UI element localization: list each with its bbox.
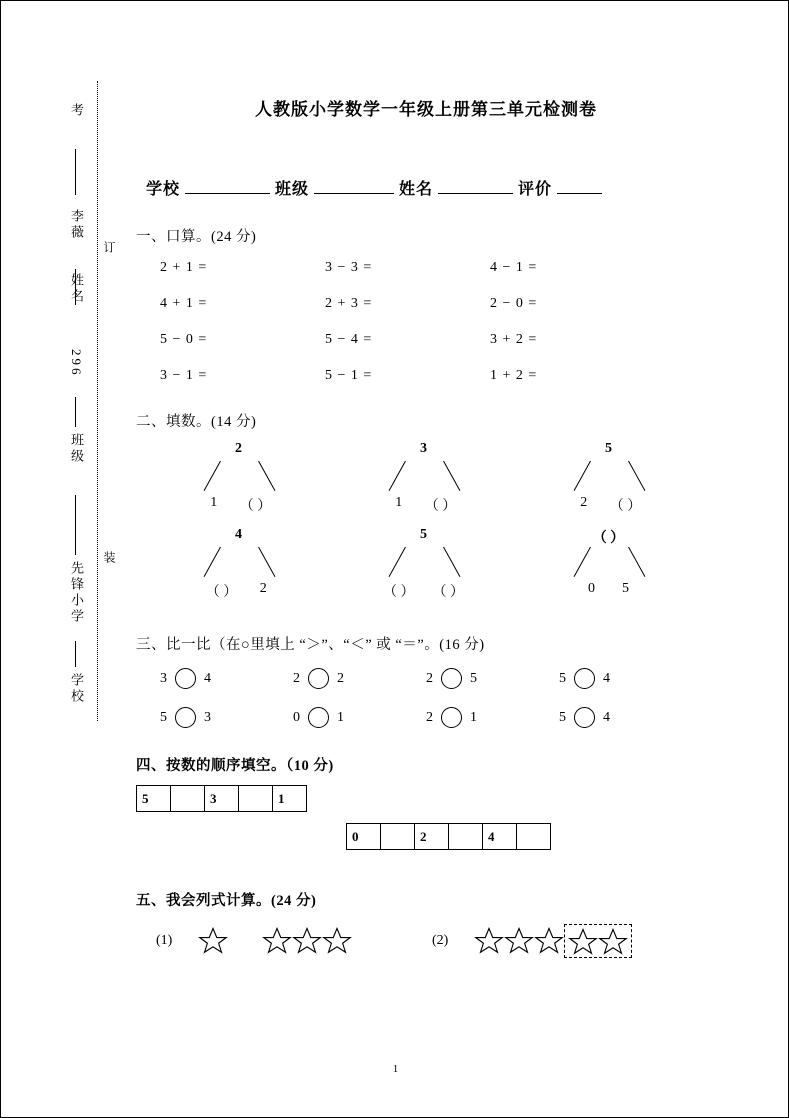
bond-top: 5 [605,441,612,456]
bond-bottom [516,581,701,597]
bond-bottom [146,495,331,515]
order-cell[interactable]: 0 [346,823,381,850]
seal-label-banji: 班级 [69,433,84,465]
compare-left: 2 [293,670,300,686]
bond-top: 5 [420,527,427,542]
number-bond [146,527,331,607]
seal-rule-4 [75,495,76,555]
compare-circle[interactable] [574,668,595,689]
compare-right: 4 [603,670,610,686]
compare-item [293,707,426,728]
student-info-line [136,176,716,199]
number-bond [331,527,516,607]
bond-top: 2 [235,441,242,456]
compare-left: 5 [559,709,566,725]
school-blank[interactable] [185,193,270,194]
class-blank[interactable] [314,193,394,194]
compare-circle[interactable] [574,707,595,728]
seal-word-zhuang: 装 [102,551,116,567]
section-3-heading: 三、比一比（在○里填上 “＞”、“＜” 或 “＝”。(16 分) [136,637,485,653]
compare-circle[interactable] [308,668,329,689]
seal-strip [61,81,121,721]
seal-dotted-line [97,81,98,721]
compare-right: 4 [603,709,610,725]
oral-calculation-grid [136,260,716,384]
compare-item [426,668,559,689]
bond-branches [202,547,276,581]
oral-item[interactable]: 1 + 2 = [490,368,538,383]
bond-branches [387,547,461,581]
oral-item[interactable]: 4 − 1 = [490,260,538,275]
bond-right: 5 [622,581,629,596]
group-2-label: (2) [432,933,449,948]
section-5-heading: 五、我会列式计算。(24 分) [136,893,317,909]
order-cell[interactable] [238,785,273,812]
oral-item[interactable]: 5 − 1 = [325,368,373,383]
star-icon [598,927,628,957]
number-order-row-1 [136,785,307,812]
section-2-heading: 二、填数。(14 分) [136,414,257,430]
section-1-heading: 一、口算。(24 分) [136,229,257,245]
number-bond [516,441,701,521]
oral-item[interactable]: 5 − 4 = [325,332,373,347]
compare-row [160,668,716,689]
star-icon [504,926,534,956]
stars-row [136,924,716,958]
oral-item[interactable]: 4 + 1 = [160,296,208,311]
compare-item [559,707,692,728]
star-icon [534,926,564,956]
score-label: 评价 [518,181,553,198]
star-icon [568,927,598,957]
order-cell[interactable]: 3 [204,785,239,812]
seal-word-ding: 订 [102,241,116,257]
seal-rule-5 [75,641,76,667]
order-cell[interactable] [170,785,205,812]
compare-right: 3 [204,709,211,725]
compare-right: 4 [204,670,211,686]
bond-right[interactable]: （ ） [239,499,272,514]
bond-left: 1 [210,495,218,510]
bond-right[interactable]: （ ） [609,499,642,514]
oral-item[interactable]: 3 + 2 = [490,332,538,347]
bond-right[interactable]: （ ） [432,585,464,600]
number-bond-area [136,441,716,607]
bond-top: 3 [420,441,427,456]
oral-item[interactable]: 5 − 0 = [160,332,208,347]
compare-circle[interactable] [441,707,462,728]
bond-left: 1 [395,495,403,510]
bond-left[interactable]: （ ） [383,585,415,600]
compare-left: 5 [559,670,566,686]
seal-label-kao: 考 [69,103,84,119]
compare-circle[interactable] [175,668,196,689]
oral-item[interactable]: 3 − 3 = [325,260,373,275]
number-bond [516,527,701,607]
bond-right[interactable]: （ ） [424,499,457,514]
bond-right: 2 [259,581,267,596]
compare-circle[interactable] [308,707,329,728]
number-bond-row [146,441,716,521]
bond-branches [572,547,646,581]
order-cell[interactable]: 5 [136,785,171,812]
page-number: 1 [392,1063,399,1075]
seal-label-class-value: 296 [69,349,84,378]
order-cell[interactable] [516,823,551,850]
exam-content [136,83,716,958]
compare-item [559,668,692,689]
number-order-row-2 [346,823,551,850]
number-bond [146,441,331,521]
seal-label-xingming: 姓名 [69,273,84,305]
bond-bottom [146,581,331,601]
bond-left[interactable]: （ ） [205,585,238,600]
compare-right: 1 [470,709,477,725]
score-blank[interactable] [557,193,602,194]
group-1-label: (1) [156,933,173,948]
seal-label-school-value: 先锋小学 [69,561,84,625]
star-icon [474,926,504,956]
compare-left: 2 [426,709,433,725]
school-label: 学校 [146,181,181,198]
name-blank[interactable] [438,193,513,194]
number-order-area [136,785,716,863]
compare-right: 2 [337,670,344,686]
oral-row [160,296,716,312]
compare-row [160,707,716,728]
oral-row [160,368,716,384]
compare-area [136,668,716,728]
compare-left: 5 [160,709,167,725]
compare-item [160,668,293,689]
stars-area [136,924,716,958]
section-4-heading: 四、按数的顺序填空。（10 分) [136,758,334,774]
oral-item[interactable]: 2 − 0 = [490,296,538,311]
bond-bottom [331,495,516,515]
compare-right: 5 [470,670,477,686]
compare-circle[interactable] [441,668,462,689]
compare-item [426,707,559,728]
bond-bottom [331,581,516,601]
oral-row [160,260,716,276]
star-icon [292,926,322,956]
number-bond-row [146,527,716,607]
bond-branches [202,461,276,495]
star-icon [198,926,228,956]
order-cell[interactable]: 2 [414,823,449,850]
name-label: 姓名 [399,181,434,198]
bond-top: 4 [235,527,242,542]
oral-item[interactable]: 3 − 1 = [160,368,208,383]
oral-item[interactable]: 2 + 1 = [160,260,208,275]
number-bond [331,441,516,521]
seal-label-name-value: 李薇 [69,209,84,241]
compare-item [293,668,426,689]
bond-branches [572,461,646,495]
star-icon [322,926,352,956]
star-icon [262,926,292,956]
order-cell[interactable] [448,823,483,850]
dashed-star-group [564,924,632,958]
seal-label-xuexiao: 学校 [69,673,84,705]
compare-left: 0 [293,709,300,725]
bond-top[interactable]: （ ） [592,531,625,546]
bond-left: 2 [580,495,588,510]
seal-rule-1 [75,149,76,195]
compare-circle[interactable] [175,707,196,728]
class-label: 班级 [275,181,310,198]
order-cell[interactable]: 4 [482,823,517,850]
compare-left: 2 [426,670,433,686]
page-title: 人教版小学数学一年级上册第三单元检测卷 [255,100,597,119]
compare-left: 3 [160,670,167,686]
oral-item[interactable]: 2 + 3 = [325,296,373,311]
order-cell[interactable] [380,823,415,850]
order-cell[interactable]: 1 [272,785,307,812]
seal-rule-3 [75,397,76,427]
bond-branches [387,461,461,495]
oral-row [160,332,716,348]
compare-right: 1 [337,709,344,725]
bond-bottom [516,495,701,515]
bond-left: 0 [588,581,595,596]
compare-item [160,707,293,728]
